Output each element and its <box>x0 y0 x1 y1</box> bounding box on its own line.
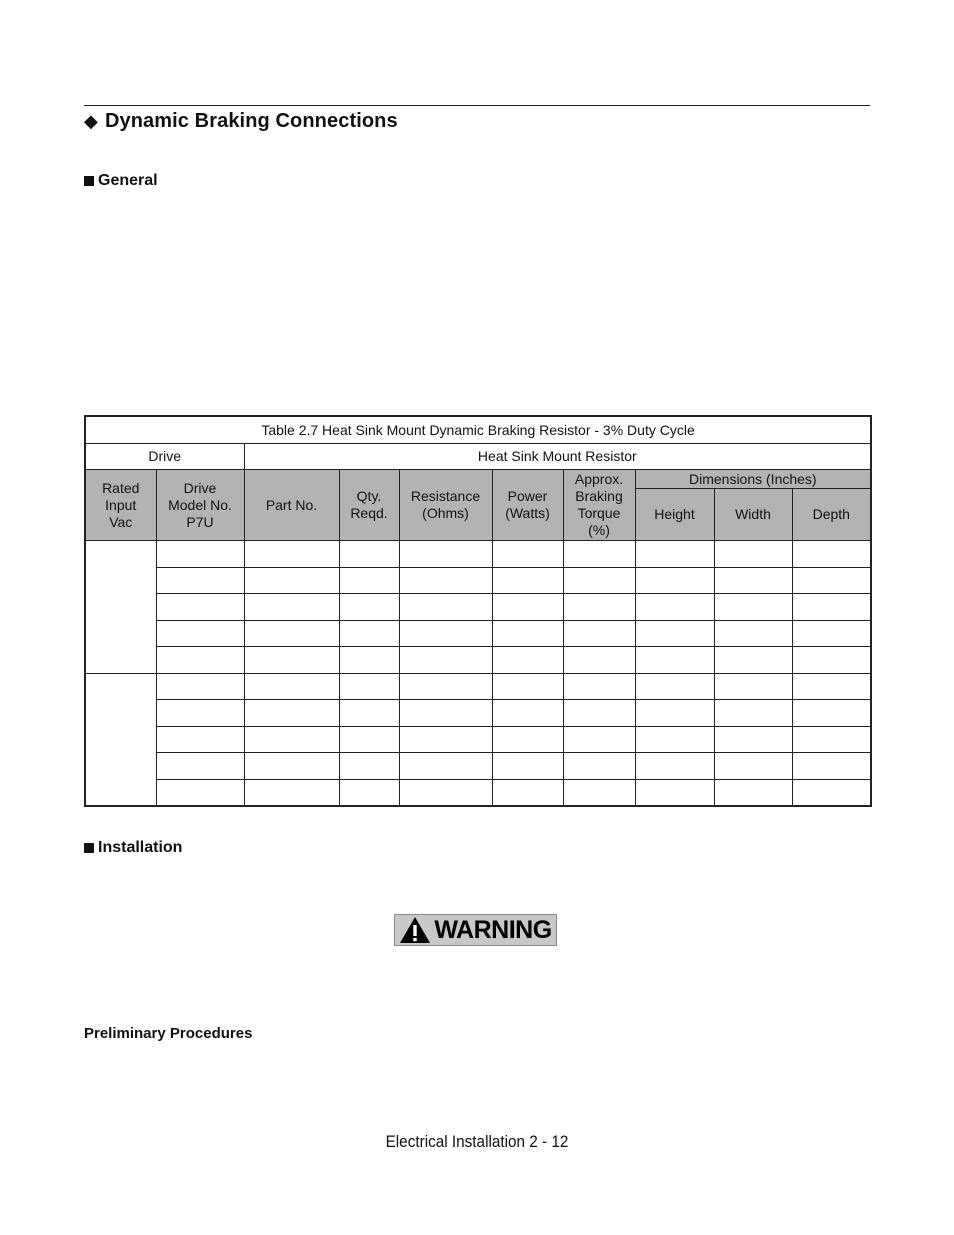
table-cell <box>244 567 339 594</box>
table-cell <box>492 620 563 647</box>
table-cell <box>156 779 244 806</box>
table-cell <box>244 726 339 753</box>
table-cell <box>792 700 871 727</box>
table-cell <box>399 673 492 700</box>
table-cell <box>156 753 244 780</box>
table-cell <box>635 620 714 647</box>
top-rule <box>84 105 870 106</box>
page-footer: Electrical Installation 2 - 12 <box>385 1132 569 1151</box>
table-cell <box>563 594 635 621</box>
table-cell <box>339 700 399 727</box>
table-cell <box>492 779 563 806</box>
table-cell <box>792 753 871 780</box>
table-cell <box>792 620 871 647</box>
table-cell <box>563 647 635 674</box>
warning-label: WARNING <box>434 915 552 944</box>
table-cell <box>156 620 244 647</box>
square-bullet-icon <box>84 176 94 186</box>
table-cell <box>156 541 244 568</box>
table-cell <box>492 753 563 780</box>
table-cell <box>339 567 399 594</box>
table-row <box>85 779 871 806</box>
col-header-part-no: Part No. <box>244 470 339 541</box>
table-cell <box>714 700 792 727</box>
table-cell <box>339 779 399 806</box>
table-cell <box>714 567 792 594</box>
col-header-width: Width <box>714 489 792 541</box>
table-cell <box>156 567 244 594</box>
table-cell <box>714 779 792 806</box>
table-cell <box>635 567 714 594</box>
col-header-height: Height <box>635 489 714 541</box>
table-cell <box>156 594 244 621</box>
table-row <box>85 673 871 700</box>
table-cell <box>635 700 714 727</box>
table-cell <box>339 541 399 568</box>
col-header-dimensions: Dimensions (Inches) <box>635 470 871 489</box>
table-row <box>85 726 871 753</box>
col-header-qty: Qty. Reqd. <box>339 470 399 541</box>
table-cell <box>339 673 399 700</box>
subhead-installation <box>84 839 182 857</box>
table-cell <box>339 647 399 674</box>
table-cell <box>792 567 871 594</box>
table-cell <box>792 673 871 700</box>
table-row <box>85 594 871 621</box>
subhead-general-text: General <box>98 172 158 189</box>
table-cell <box>339 726 399 753</box>
table-cell <box>635 541 714 568</box>
table-cell <box>714 753 792 780</box>
table-cell <box>563 700 635 727</box>
table-cell <box>244 594 339 621</box>
subhead-general <box>84 172 158 190</box>
table-cell <box>156 726 244 753</box>
col-header-depth: Depth <box>792 489 871 541</box>
table-row <box>85 541 871 568</box>
warning-badge <box>394 914 557 946</box>
table-cell <box>244 673 339 700</box>
table-cell <box>492 700 563 727</box>
table-cell <box>244 647 339 674</box>
col-header-rated-input: Rated Input Vac <box>85 470 156 541</box>
table-cell <box>156 647 244 674</box>
table-cell <box>399 726 492 753</box>
col-header-resistance: Resistance (Ohms) <box>399 470 492 541</box>
table-cell <box>563 673 635 700</box>
col-header-drive-model: Drive Model No. P7U <box>156 470 244 541</box>
table-cell <box>244 753 339 780</box>
table-cell <box>399 594 492 621</box>
table-caption: Table 2.7 Heat Sink Mount Dynamic Braking Resistor - 3% Duty Cycle <box>85 416 871 444</box>
subhead-installation-text: Installation <box>98 839 183 856</box>
table-cell <box>399 700 492 727</box>
table-cell <box>792 541 871 568</box>
group-header-resistor: Heat Sink Mount Resistor <box>244 444 871 470</box>
section-title-text: Dynamic Braking Connections <box>104 110 398 132</box>
table-cell <box>563 567 635 594</box>
table-cell <box>714 726 792 753</box>
subhead-preliminary-procedures: Preliminary Procedures <box>84 1025 253 1042</box>
table-cell <box>492 541 563 568</box>
table-cell <box>399 567 492 594</box>
table-cell <box>563 779 635 806</box>
table-row <box>85 647 871 674</box>
table-cell <box>156 673 244 700</box>
table-cell <box>563 620 635 647</box>
table-row <box>85 753 871 780</box>
table-cell <box>792 779 871 806</box>
table-cell <box>792 726 871 753</box>
table-cell <box>492 726 563 753</box>
table-cell <box>399 541 492 568</box>
table-cell <box>399 753 492 780</box>
table-cell <box>156 700 244 727</box>
table-cell <box>563 753 635 780</box>
col-header-torque: Approx. Braking Torque (%) <box>563 470 635 541</box>
table-cell-voltage-group-2 <box>85 673 156 806</box>
table-cell <box>563 726 635 753</box>
table-cell <box>635 673 714 700</box>
table-cell <box>714 594 792 621</box>
table-cell <box>492 647 563 674</box>
table-cell <box>792 594 871 621</box>
warning-triangle-icon <box>399 916 431 944</box>
table-cell <box>714 673 792 700</box>
table-cell <box>635 647 714 674</box>
table-cell <box>563 541 635 568</box>
table-cell <box>399 647 492 674</box>
table-cell <box>635 779 714 806</box>
dynamic-braking-resistor-table <box>84 415 872 807</box>
col-header-power: Power (Watts) <box>492 470 563 541</box>
section-title <box>84 110 398 133</box>
table-cell <box>635 594 714 621</box>
table-cell <box>792 647 871 674</box>
table-cell <box>399 779 492 806</box>
square-bullet-icon <box>84 843 94 853</box>
table-cell <box>244 779 339 806</box>
table-cell <box>339 594 399 621</box>
table-cell <box>244 541 339 568</box>
table-cell <box>492 567 563 594</box>
table-cell <box>714 647 792 674</box>
group-header-drive: Drive <box>85 444 244 470</box>
table-cell <box>399 620 492 647</box>
table-cell <box>244 620 339 647</box>
table-cell <box>635 726 714 753</box>
table-row <box>85 620 871 647</box>
table-cell <box>714 541 792 568</box>
table-cell <box>339 753 399 780</box>
table-row <box>85 567 871 594</box>
table-cell <box>492 594 563 621</box>
table-cell <box>492 673 563 700</box>
table-cell <box>714 620 792 647</box>
table-cell-voltage-group-1 <box>85 541 156 674</box>
table-cell <box>244 700 339 727</box>
table-cell <box>339 620 399 647</box>
table-cell <box>635 753 714 780</box>
table-row <box>85 700 871 727</box>
diamond-bullet-icon: ◆ <box>84 111 98 131</box>
